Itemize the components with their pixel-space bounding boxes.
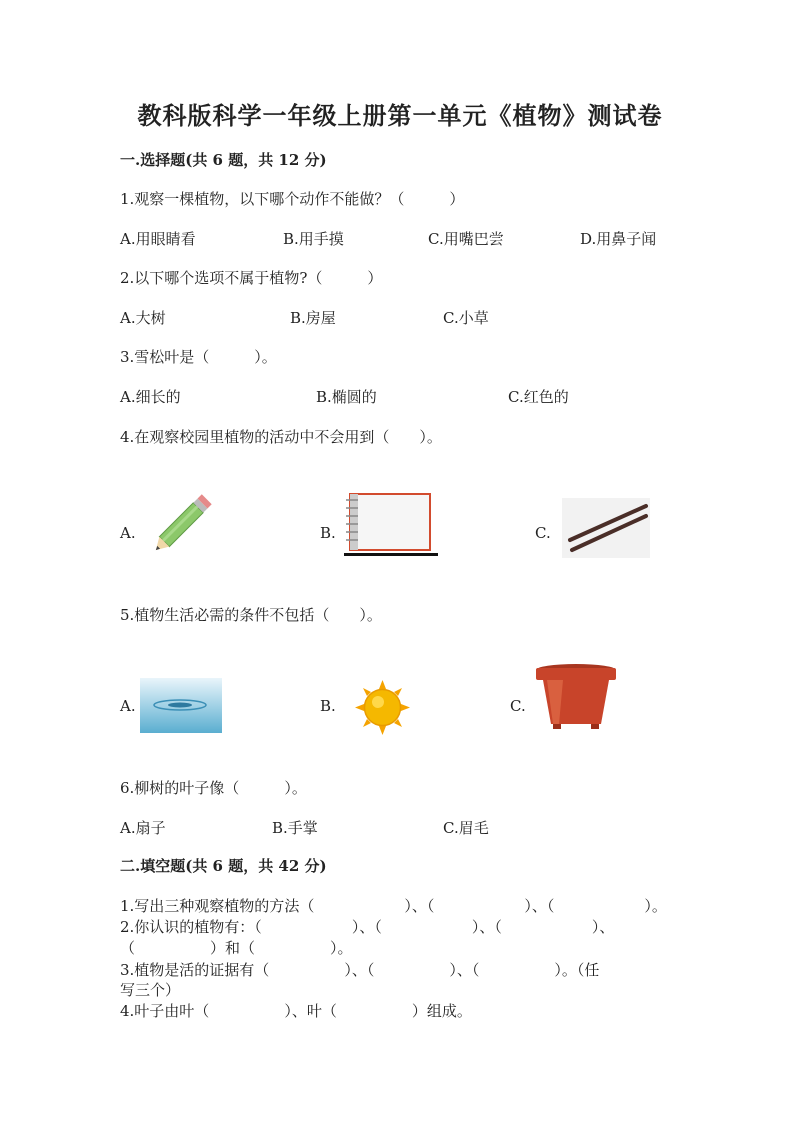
fill-in-line: 4.叶子由叶（ ）、叶（ ）组成。 (120, 1002, 472, 1020)
page-title: 教科版科学一年级上册第一单元《植物》测试卷 (137, 101, 663, 130)
pencil-icon (145, 488, 220, 560)
question-6-stem: 6.柳树的叶子像（ ）。 (120, 779, 307, 797)
water-icon (140, 678, 222, 733)
section-heading-fill-in: 二.填空题(共 6 题，共 42 分) (120, 857, 327, 875)
question-1-option-a[interactable]: A.用眼睛看 (120, 230, 196, 248)
question-4-option-c[interactable]: C. (535, 524, 551, 542)
question-3-stem: 3.雪松叶是（ ）。 (120, 348, 277, 366)
question-6-option-c[interactable]: C.眉毛 (443, 819, 489, 837)
question-4-stem: 4.在观察校园里植物的活动中不会用到（ ）。 (120, 428, 442, 446)
section-heading-choice: 一.选择题(共 6 题，共 12 分) (120, 151, 327, 169)
question-1-option-b[interactable]: B.用手摸 (283, 230, 344, 248)
fill-in-line: 1.写出三种观察植物的方法（ ）、（ ）、（ ）。 (120, 897, 667, 915)
question-4-option-a[interactable]: A. (120, 524, 136, 542)
question-3-option-a[interactable]: A.细长的 (120, 388, 181, 406)
question-3-option-b[interactable]: B.椭圆的 (316, 388, 377, 406)
question-5-stem: 5.植物生活必需的条件不包括（ ）。 (120, 606, 382, 624)
question-2-option-c[interactable]: C.小草 (443, 309, 489, 327)
flowerpot-icon (533, 662, 619, 732)
question-2-stem: 2.以下哪个选项不属于植物?（ ） (120, 269, 383, 287)
chopsticks-icon (562, 498, 650, 558)
question-5-option-c[interactable]: C. (510, 697, 526, 715)
question-4-option-b[interactable]: B. (320, 524, 336, 542)
question-3-option-c[interactable]: C.红色的 (508, 388, 569, 406)
sun-icon (355, 680, 410, 735)
notebook-icon (340, 490, 440, 560)
question-6-option-a[interactable]: A.扇子 (120, 819, 166, 837)
question-2-option-b[interactable]: B.房屋 (290, 309, 336, 327)
fill-in-line: 3.植物是活的证据有（ ）、（ ）、（ ）。（任 (120, 961, 600, 979)
question-2-option-a[interactable]: A.大树 (120, 309, 166, 327)
question-1-option-d[interactable]: D.用鼻子闻 (580, 230, 657, 248)
fill-in-line: 2.你认识的植物有：（ ）、（ ）、（ ）、 (120, 918, 615, 936)
question-6-option-b[interactable]: B.手掌 (272, 819, 318, 837)
question-5-option-b[interactable]: B. (320, 697, 336, 715)
fill-in-line: 写三个） (120, 981, 181, 999)
question-1-stem: 1.观察一棵植物，以下哪个动作不能做？（ ） (120, 190, 465, 208)
fill-in-line: （ ）和（ ）。 (120, 939, 353, 957)
question-5-option-a[interactable]: A. (120, 697, 136, 715)
question-1-option-c[interactable]: C.用嘴巴尝 (428, 230, 504, 248)
